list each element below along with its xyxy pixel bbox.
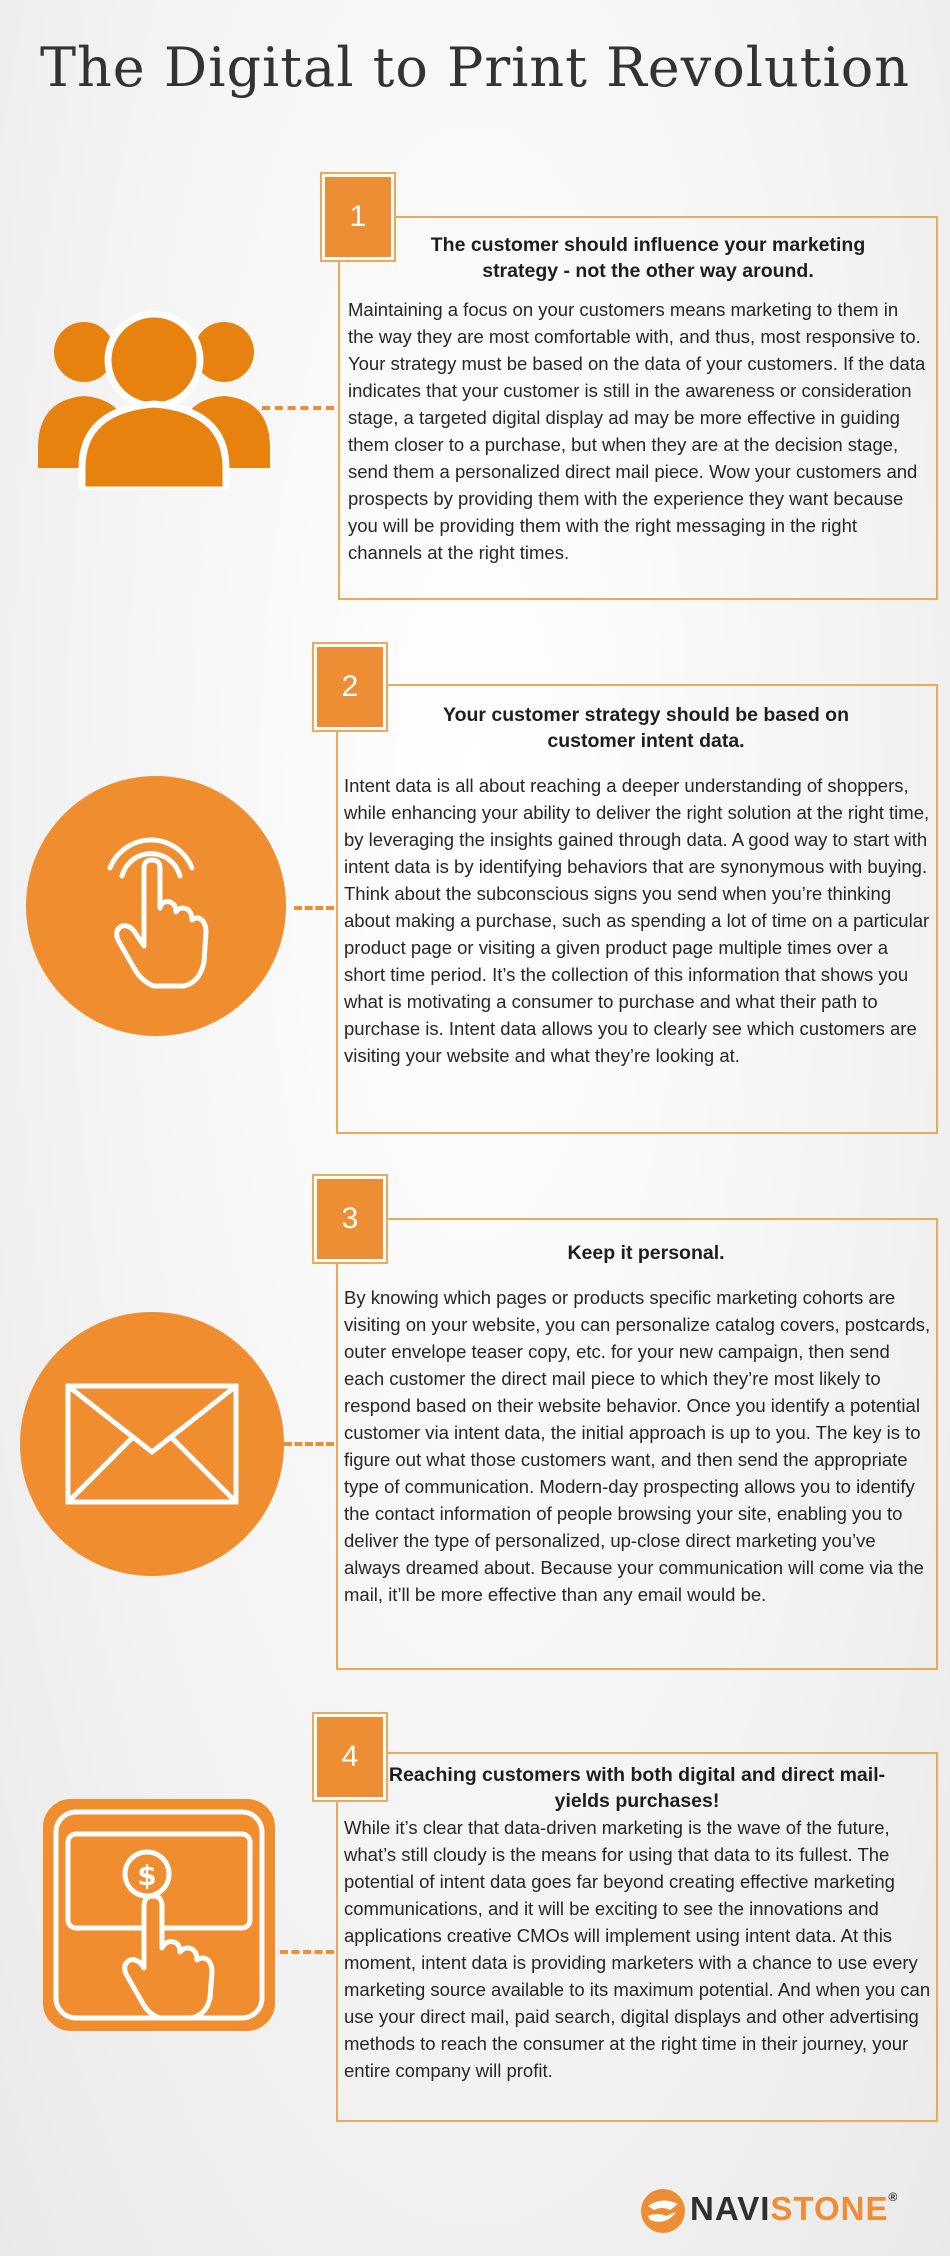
connector-line bbox=[284, 1442, 334, 1446]
navistone-mark-icon bbox=[640, 2188, 686, 2234]
page-title: The Digital to Print Revolution bbox=[39, 36, 911, 99]
connector-line bbox=[294, 906, 334, 910]
logo-part-stone: STONE bbox=[770, 2190, 889, 2227]
envelope-icon bbox=[20, 1312, 284, 1576]
section-body: Intent data is all about reaching a deeper understanding of shoppers, while enhancing your ability to deliver the right solution at the right time, by leveraging the insights gained through data. A good way to start with intent data is by identifying behaviors that are synonymous with buying. Think about the subconscious signs you send when you’re thinking about making a purchase, such as spending a lot of time on a particular product page or visiting a given product page multiple times over a short time period. It’s the collection of this information that shows you what is motivating a consumer to purchase and what their path to purchase is. Intent data allows you to clearly see which customers are visiting your website and what they’re looking at. bbox=[344, 775, 930, 1066]
logo-registered-mark: ® bbox=[888, 2190, 899, 2204]
section-heading: Your customer strategy should be based on customer intent data. bbox=[443, 704, 849, 752]
step-number-badge: 4 bbox=[314, 1714, 386, 1800]
connector-line bbox=[280, 1950, 334, 1954]
section-heading: Reaching customers with both digital and direct mail- yields purchases! bbox=[388, 1764, 886, 1812]
payment-tap-icon bbox=[42, 1798, 276, 2032]
people-icon bbox=[38, 300, 270, 490]
navistone-logo bbox=[640, 2186, 930, 2236]
step-number-badge: 1 bbox=[322, 174, 394, 260]
logo-wordmark bbox=[690, 2190, 898, 2228]
section-heading: The customer should influence your marketing strategy - not the other way around. bbox=[430, 234, 866, 282]
svg-text:$: $ bbox=[137, 1859, 157, 1892]
logo-part-navi: NAVI bbox=[690, 2190, 771, 2227]
connector-line bbox=[262, 406, 334, 410]
section-body: Maintaining a focus on your customers means marketing to them in the way they are most comfortable with, and thus, most responsive to. Your strategy must be based on the data of your customers. If the data indicates that your customer is still in the awareness or consideration stage, a targeted digital display ad may be more effective in guiding them closer to a purchase, but when they are at the decision stage, send them a personalized direct mail piece. Wow your customers and prospects by providing them with the experience they want because you will be providing them with the right messaging in the right channels at the right times. bbox=[348, 299, 926, 563]
section-heading: Keep it personal. bbox=[567, 1242, 725, 1264]
section-body: While it’s clear that data-driven marketing is the wave of the future, what’s still cloudy is the means for using that data to its fullest. The potential of intent data goes far beyond creating effective marketing communications, and it will be exciting to see the innovations and applications creative CMOs will implement using intent data. At this moment, intent data is providing marketers with a chance to use every marketing source available to its maximum potential. And when you can use your direct mail, paid search, digital displays and other advertising methods to reach the consumer at the right time in their journey, your entire company will profit. bbox=[344, 1817, 931, 2081]
step-number-badge: 2 bbox=[314, 644, 386, 730]
section-body: By knowing which pages or products specific marketing cohorts are visiting on your website, you can personalize catalog covers, postcards, outer envelope teaser copy, etc. for your new campaign, then send each customer the direct mail piece to which they’re most likely to respond based on their website behavior. Once you identify a potential customer via intent data, the initial approach is up to you. The key is to figure out what those customers want, and then send the appropriate type of communication. Modern-day prospecting allows you to identify the contact information of people browsing your site, enabling you to deliver the type of personalized, up-close direct marketing you’ve always dreamed about. Because your communication will come via the mail, it’ll be more effective than any email would be. bbox=[344, 1287, 931, 1605]
step-number-badge: 3 bbox=[314, 1176, 386, 1262]
tap-hand-icon bbox=[26, 776, 286, 1036]
